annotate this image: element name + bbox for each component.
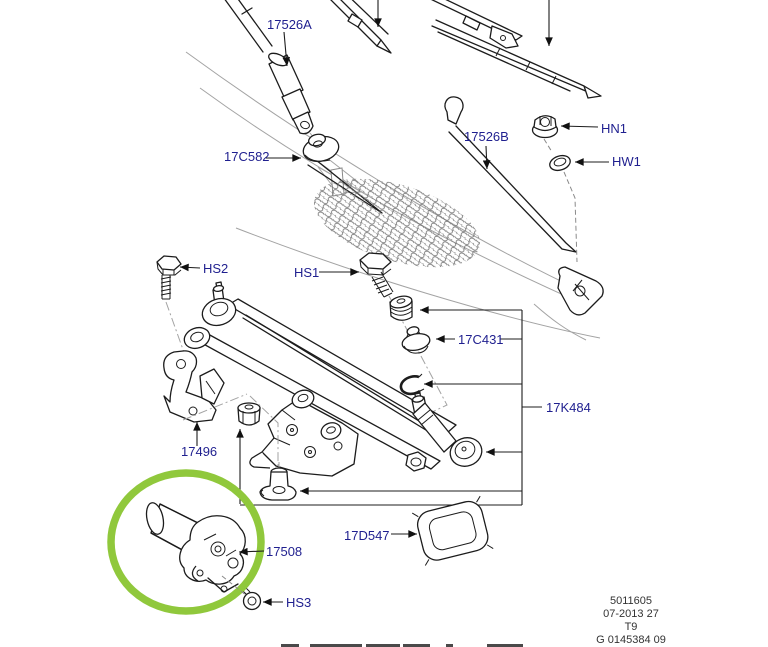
flange-nut-HN1 [533,116,558,138]
label-17526A: 17526A [267,17,312,32]
label-HW1: HW1 [612,154,641,169]
label-HS1: HS1 [294,265,320,280]
wiper-blade-primary [420,0,601,98]
wiper-motor-17508 [144,501,245,592]
label-17508: 17508 [266,544,303,559]
bolt-HS1 [360,253,393,297]
leader-HN1 [561,126,598,127]
linkage-grommet [389,294,413,320]
assembly-line-hs2 [166,302,186,358]
mounting-bracket-17496 [164,351,224,422]
cowl-end-cap [558,267,603,315]
wiper-blade-secondary [329,0,391,53]
label-HS2: HS2 [203,261,229,276]
footer-info [596,595,666,646]
label-17C582: 17C582 [224,149,270,164]
footer-sheet-code: T9 [624,621,638,633]
label-HS3: HS3 [286,595,312,610]
linkage-assembly-17K484 [181,282,485,476]
bolt-HS2 [157,256,181,299]
label-17K484: 17K484 [546,400,591,415]
footer-date-code: 07-2013 27 [603,608,659,620]
washer-HW1 [548,153,572,173]
mount-nut [238,403,260,425]
label-17496: 17496 [181,444,218,459]
pivot-cap-17C582 [301,133,342,165]
spindle-cap-17C431 [401,326,432,354]
label-17D547: 17D547 [344,528,390,543]
linkage-cover-17D547 [412,496,493,565]
cowl-panel [186,52,603,340]
leader-17526B [486,146,487,169]
footer-drawing-number: G 0145384 09 [596,634,666,646]
footer-catalog-number: 5011605 [609,595,653,607]
label-17C431: 17C431 [458,332,504,347]
label-HN1: HN1 [601,121,628,136]
leader-HS2 [180,267,200,268]
circlip [401,374,424,394]
label-17526B: 17526B [464,129,509,144]
